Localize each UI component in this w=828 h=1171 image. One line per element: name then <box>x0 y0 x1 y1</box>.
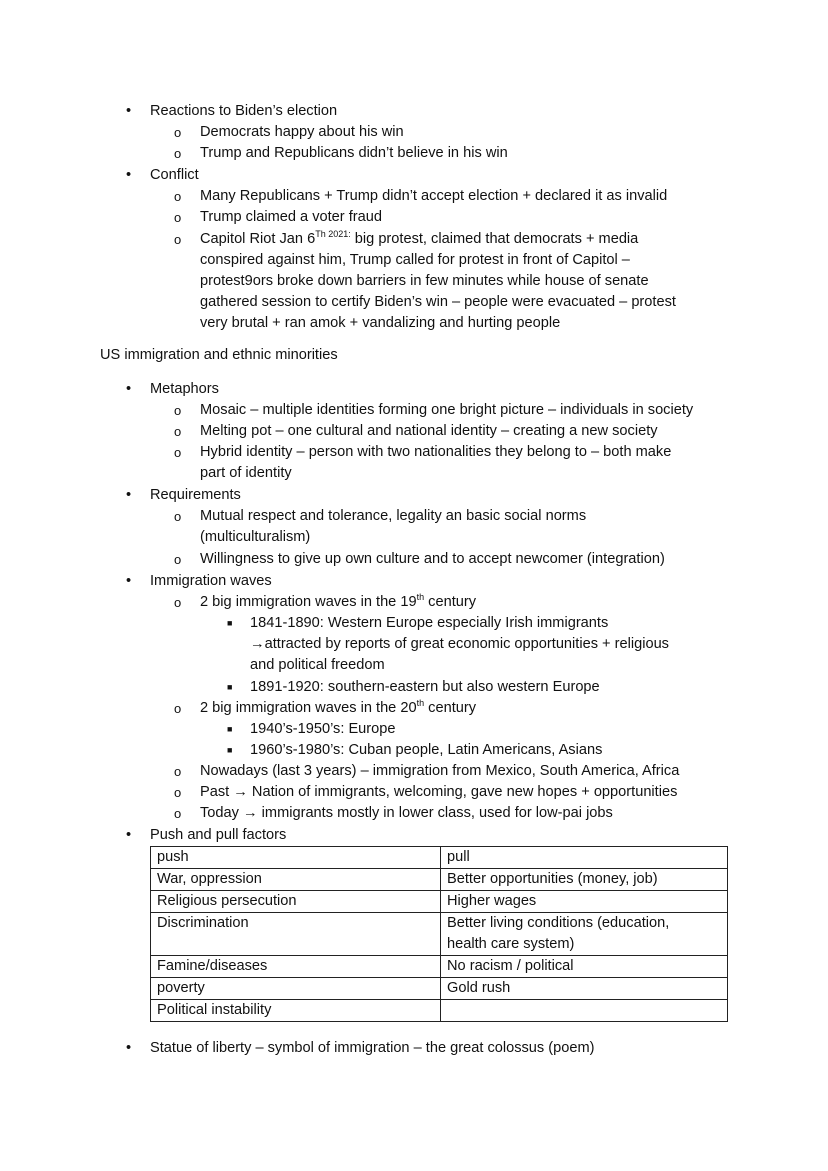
list-item: 1940’s-1950’s: Europe <box>250 721 396 737</box>
header-push: push <box>151 847 441 869</box>
table-cell <box>441 913 728 956</box>
sub-bullet-icon: o <box>174 701 182 716</box>
push-pull-table <box>150 846 728 1022</box>
list-item: Melting pot – one cultural and national identity – creating a new society <box>200 423 658 439</box>
sub-bullet-icon: o <box>174 806 182 821</box>
list-item-continuation: part of identity <box>200 465 292 481</box>
table-row <box>151 978 728 1000</box>
topic-reactions: Reactions to Biden’s election <box>150 103 338 119</box>
list-item-continuation: gathered session to certify Biden’s win – people were evacuated – protest <box>200 294 676 310</box>
arrow-icon: → <box>243 805 258 821</box>
table-cell: Gold rush <box>441 978 728 1000</box>
square-bullet-icon: ■ <box>227 745 233 755</box>
list-item-continuation: very brutal + ran amok + vandalizing and hurting people <box>200 315 561 331</box>
topic-requirements: Requirements <box>150 487 241 503</box>
header-pull: pull <box>441 847 728 869</box>
topic-metaphors: Metaphors <box>150 381 219 397</box>
list-item-continuation: and political freedom <box>250 657 385 673</box>
sub-bullet-icon: o <box>174 403 182 418</box>
wave20-suffix: century <box>424 700 477 716</box>
past-text: Nation of immigrants, welcoming, gave new hopes + opportunities <box>247 784 678 800</box>
table-cell: Discrimination <box>151 913 441 956</box>
bullet-icon: • <box>126 103 132 119</box>
list-item: Many Republicans + Trump didn’t accept election + declared it as invalid <box>200 188 668 204</box>
list-item: Democrats happy about his win <box>200 124 404 140</box>
riot-superscript: Th 2021: <box>315 229 351 240</box>
bullet-icon: • <box>126 1040 132 1056</box>
sub-bullet-icon: o <box>174 764 182 779</box>
table-cell: War, oppression <box>151 869 441 891</box>
arrow-icon: → <box>250 636 265 652</box>
today-text: immigrants mostly in lower class, used for low-pai jobs <box>257 805 613 821</box>
list-item-continuation: protest9ors broke down barriers in few minutes while house of senate <box>200 273 649 289</box>
past-label: Past <box>200 784 230 800</box>
table-cell: Higher wages <box>441 891 728 913</box>
list-item <box>200 229 638 250</box>
bullet-icon: • <box>126 487 132 503</box>
bullet-icon: • <box>126 827 132 843</box>
list-item <box>200 592 476 613</box>
list-item: 1960’s-1980’s: Cuban people, Latin Americans, Asians <box>250 742 603 758</box>
table-header-row <box>151 847 728 869</box>
list-item-continuation: conspired against him, Trump called for protest in front of Capitol – <box>200 252 630 268</box>
table-cell: No racism / political <box>441 956 728 978</box>
wave19-prefix: 2 big immigration waves in the 19 <box>200 594 417 610</box>
table-row <box>151 869 728 891</box>
list-item: Trump claimed a voter fraud <box>200 209 382 225</box>
topic-push-pull: Push and pull factors <box>150 827 287 843</box>
sub-bullet-icon: o <box>174 210 182 225</box>
arrow-text: attracted by reports of great economic opportunities + religious <box>264 636 669 652</box>
table-cell: Political instability <box>151 1000 441 1022</box>
sub-bullet-icon: o <box>174 232 182 247</box>
sub-bullet-icon: o <box>174 424 182 439</box>
list-item <box>200 782 677 803</box>
topic-statue: Statue of liberty – symbol of immigration – the great colossus (poem) <box>150 1040 595 1056</box>
square-bullet-icon: ■ <box>227 724 233 734</box>
list-item: Hybrid identity – person with two nationalities they belong to – both make <box>200 444 672 460</box>
bullet-icon: • <box>126 381 132 397</box>
table-cell: poverty <box>151 978 441 1000</box>
sub-bullet-icon: o <box>174 509 182 524</box>
bullet-icon: • <box>126 167 132 183</box>
sub-bullet-icon: o <box>174 595 182 610</box>
sub-bullet-icon: o <box>174 146 182 161</box>
riot-rest: big protest, claimed that democrats + media <box>350 231 639 247</box>
table-row <box>151 891 728 913</box>
table-row <box>151 956 728 978</box>
list-item: 1891-1920: southern-eastern but also western Europe <box>250 679 600 695</box>
cell-line: Better living conditions (education, <box>447 915 670 931</box>
bullet-icon: • <box>126 573 132 589</box>
table-cell: Famine/diseases <box>151 956 441 978</box>
sub-bullet-icon: o <box>174 552 182 567</box>
table-row <box>151 913 728 956</box>
square-bullet-icon: ■ <box>227 618 233 628</box>
list-item: Mosaic – multiple identities forming one bright picture – individuals in society <box>200 402 694 418</box>
wave20-superscript: th <box>416 698 425 709</box>
table-cell <box>441 1000 728 1022</box>
list-item-continuation <box>250 634 669 655</box>
list-item <box>200 698 476 719</box>
sub-bullet-icon: o <box>174 785 182 800</box>
square-bullet-icon: ■ <box>227 682 233 692</box>
list-item-continuation: (multiculturalism) <box>200 529 311 545</box>
list-item: Nowadays (last 3 years) – immigration from Mexico, South America, Africa <box>200 763 680 779</box>
wave20-prefix: 2 big immigration waves in the 20 <box>200 700 417 716</box>
list-item: 1841-1890: Western Europe especially Irish immigrants <box>250 615 609 631</box>
arrow-icon: → <box>233 784 248 800</box>
list-item: Willingness to give up own culture and to accept newcomer (integration) <box>200 551 665 567</box>
topic-conflict: Conflict <box>150 167 199 183</box>
table-row <box>151 1000 728 1022</box>
list-item: Mutual respect and tolerance, legality an basic social norms <box>200 508 587 524</box>
list-item <box>200 803 613 824</box>
sub-bullet-icon: o <box>174 125 182 140</box>
sub-bullet-icon: o <box>174 189 182 204</box>
topic-immigration-waves: Immigration waves <box>150 573 272 589</box>
table-cell: Religious persecution <box>151 891 441 913</box>
list-item: Trump and Republicans didn’t believe in his win <box>200 145 508 161</box>
table-cell: Better opportunities (money, job) <box>441 869 728 891</box>
riot-prefix: Capitol Riot Jan 6 <box>200 231 316 247</box>
wave19-suffix: century <box>424 594 477 610</box>
sub-bullet-icon: o <box>174 445 182 460</box>
cell-line: health care system) <box>447 936 575 952</box>
today-label: Today <box>200 805 239 821</box>
section-heading: US immigration and ethnic minorities <box>100 347 338 363</box>
wave19-superscript: th <box>416 592 425 603</box>
